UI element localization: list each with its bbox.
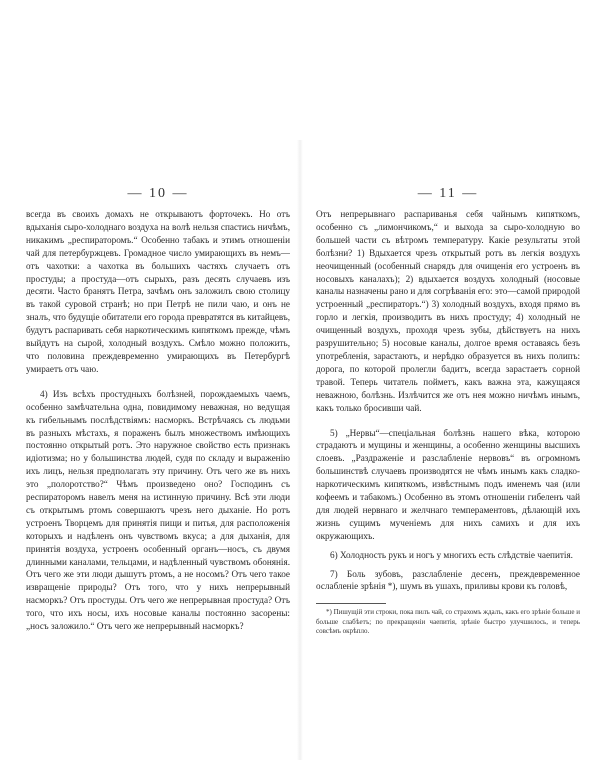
left-paragraph-2: 4) Изъ всѣхъ простудныхъ болѣзней, порождаемыхъ чаемъ, особенно замѣчательна одна, повидимому неважная, но ведущая къ гибельнымъ послѣдствіямъ: насморкъ. Встрѣчаясь съ людьми въ разныхъ мѣстахъ, я пораженъ былъ множествомъ имѣющихъ постоянно открытый ротъ. Это наружное свойство есть признакъ идіотизма; но у большинства людей, судя по складу и выраженію ихъ лицъ, нельзя предполагать эту причину. Отъ чего же въ нихъ это „полоротство?“ Чѣмъ произведено оно? Господинъ съ респираторомъ навелъ меня на истинную причину. Всѣ эти люди съ открытымъ ртомъ совершаютъ чрезъ него дыханіе. Но ротъ устроенъ Творцемъ для принятія пищи и питья, для расположенія которыхъ и надѣленъ онъ чувствомъ вкуса; а для дыханія, для принятія воздуха, устроенъ особенный органъ—носъ, съ двумя длинными каналами, тельцами, и надѣленный чувствомъ обонянія. Отъ чего же эти люди дышутъ ртомъ, а не носомъ? Отъ чего такое извращеніе природы? Отъ того, что у нихъ непрерывный насморкъ? Отъ простуды. Отъ чего же непрерывная простуда? Отъ того, что ихъ носы, ихъ носовые каналы постоянно засорены: „носъ заложило.“ Отъ чего же непрерывный насморкъ? xyxy=(26,388,290,632)
right-page xyxy=(316,186,580,637)
right-paragraph-2: 5) „Нервы“—спеціальная болѣзнь нашего вѣка, которою страдаютъ и мущины и женщины, а особенно женщины высшихъ слоевъ. „Раздраженіе и разслабленіе нервовъ“ въ огромномъ большинствѣ случаевъ производятся не чѣмъ инымъ какъ сладко-наркотическимъ кипяткомъ, извѣстнымъ подъ именемъ чая (или кофеемъ и табакомъ.) Особенно въ этомъ отношеніи гибеленъ чай для людей нервнаго и желчнаго темпераментовъ, дѣлающій ихъ жизнь сущимъ мученіемъ для нихъ самихъ и для ихъ окружающихъ. xyxy=(316,427,580,541)
right-paragraph-4: 7) Боль зубовъ, разслабленіе десенъ, преждевременное ослабленіе зрѣнія *), шумъ въ ушахъ, приливы крови къ головѣ, xyxy=(316,568,580,592)
footnote: *) Пишущій эти строки, пока пилъ чай, со страхомъ ждалъ, какъ его зрѣніе больше и больше слабѣетъ; по прекращеніи чаепитія, зрѣніе быстро улучшилось, и теперь совсѣмъ окрѣпло. xyxy=(316,608,580,636)
right-paragraph-1: Отъ непрерывнаго распариванья себя чайнымъ кипяткомъ, особенно съ „лимончикомъ,“ и выхода за сыро-холодную во большей части съ вѣтромъ температуру. Какіе результаты этой болѣзни? 1) Вдыхается чрезъ открытый ротъ въ легкія воздухъ неочищенный (особенный снарядъ для очищенія его устроенъ въ носовыхъ каналахъ); 2) вдыхается воздухъ холодный (носовые каналы назначены рано и для согрѣванія его: это—самой природой устроенный „респираторъ.“) 3) холодный воздухъ, входя прямо въ горло и легкія, производитъ въ нихъ простуду; 4) холодный не очищенный воздухъ, проходя чрезъ зубы, дѣйствуетъ на нихъ разрушительно; 5) носовые каналы, долгое время оставаясь безъ употребленія, зарастаютъ, и нерѣдко образуется въ нихъ полипъ: дорога, по которой пролегли бадитъ, всегда зарастаетъ сорной травой. Теперь читатель пойметъ, какъ важна эта, кажущаяся неважною, болѣзнь. Излѣчится же отъ нея можно ничѣмъ инымъ, какъ только бросивши чай. xyxy=(316,209,580,413)
left-page xyxy=(26,186,290,633)
page-number-right: — 11 — xyxy=(417,186,479,201)
footnote-rule xyxy=(316,603,386,604)
book-gutter xyxy=(297,140,303,760)
left-paragraph-1: всегда въ своихъ домахъ не открываютъ форточекъ. Но отъ вдыханія сыро-холоднаго воздуха на волѣ нельзя спастись ничѣмъ, никакимъ „респираторомъ.“ Особенно табакъ и этимъ отношеніи чай для петербуржцевъ. Громадное число умирающихъ въ немъ—отъ чахотки: а чахотка въ большихъ частяхъ случаетъ отъ простуды; а простуда—отъ сырыхъ, разъ десять случаевъ изъ десяти. Часто бранятъ Петра, зачѣмъ онъ заложилъ свою столицу въ такой суровой странѣ; но при Петрѣ не пили чаю, и онъ не зналъ, что будущіе обитатели его города превратятся въ китайцевъ, будутъ распаривать себя наркотическимъ кипяткомъ прежде, чѣмъ выйдутъ на сырой, холодный воздухъ. Смѣло можно положить, что половина преждевременно умирающихъ въ Петербургѣ умираетъ отъ чаю. xyxy=(26,209,290,374)
page-number-left: — 10 — xyxy=(127,186,189,201)
right-paragraph-3: 6) Холодность рукъ и ногъ у многихъ есть слѣдствіе чаепитія. xyxy=(330,549,573,560)
